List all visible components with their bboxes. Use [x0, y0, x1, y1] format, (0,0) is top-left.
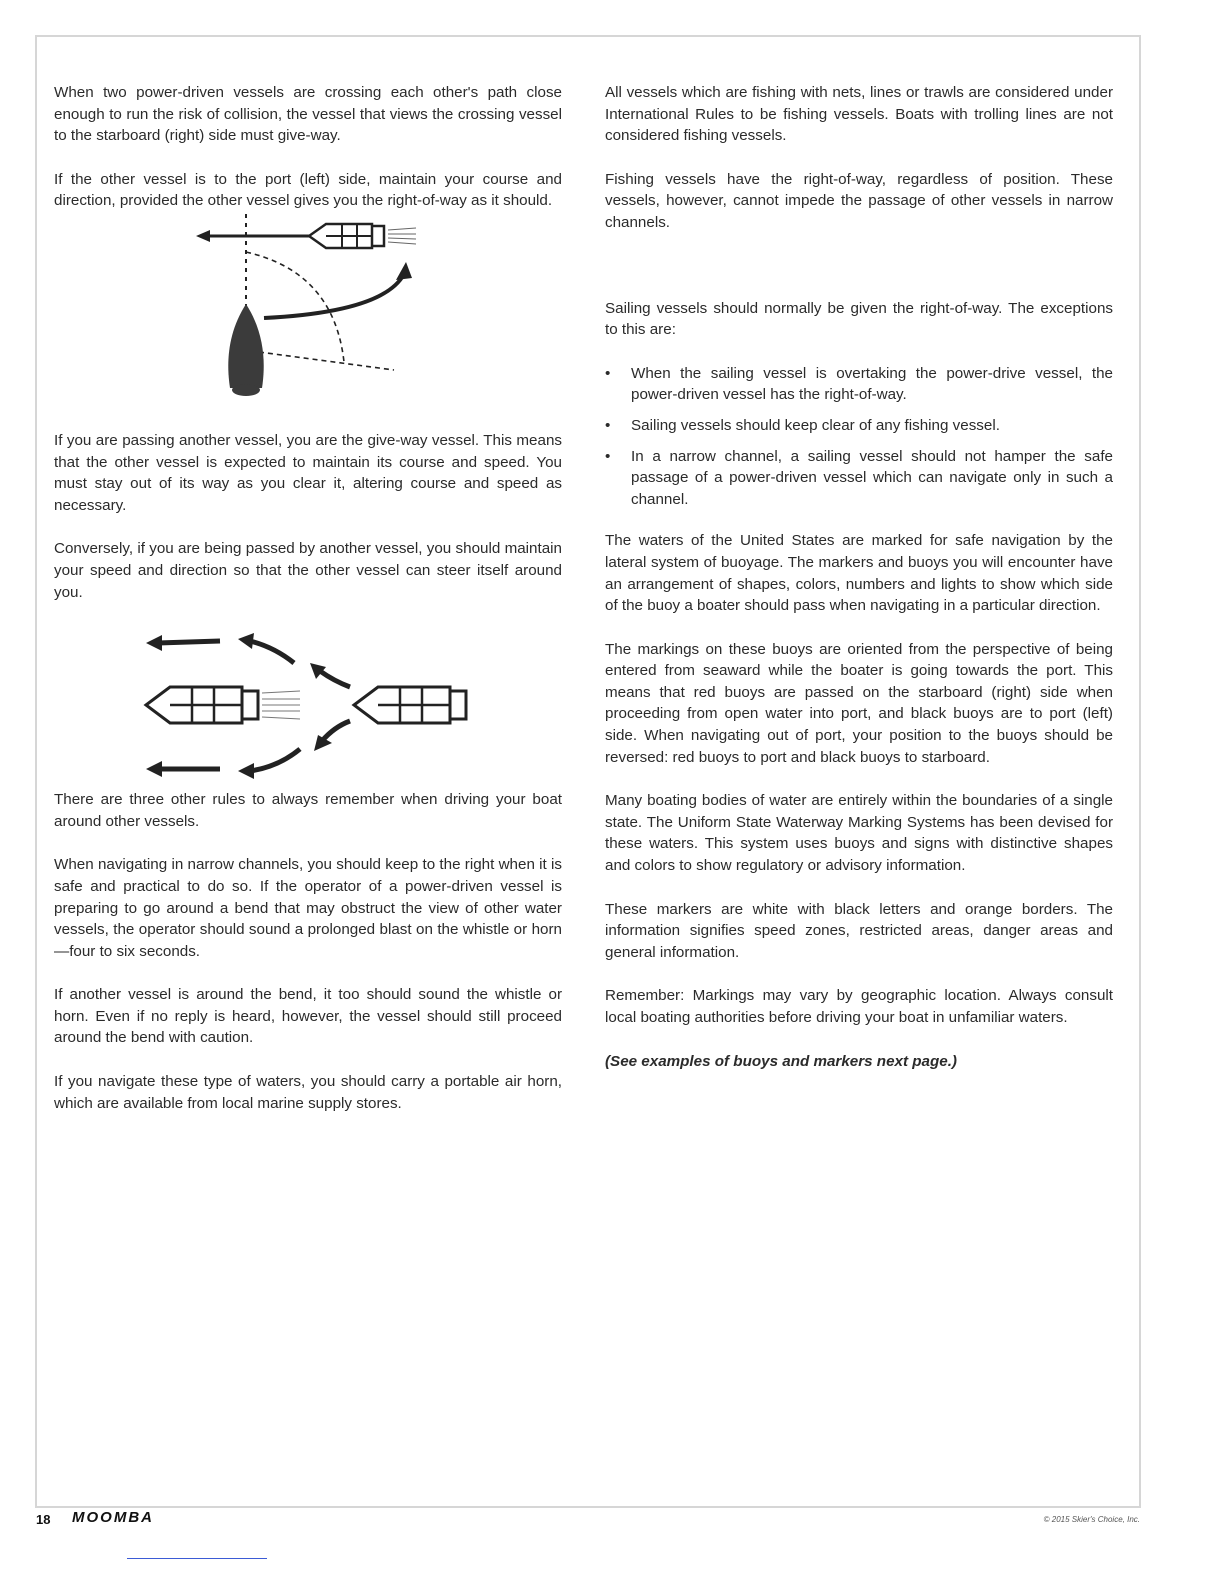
sailing-vessels-paragraph: Sailing vessels should normally be given the right-of-way. The exceptions to this are:	[605, 299, 1113, 339]
fishing-vessels-paragraph: All vessels which are fishing with nets, lines or trawls are considered under International Rules to be fishing vessels. Boats with trolling lines are not considered fishing vessels.	[605, 84, 1113, 145]
page-number: 18	[36, 1512, 51, 1527]
list-item	[605, 415, 1113, 437]
uniform-state-system-paragraph: Many boating bodies of water are entirely within the boundaries of a single state. The Uniform State Waterway Marking Systems has been devised for these waters. This system uses buoys and signs with distinctive shapes and colors to show regulatory or advisory information.	[605, 792, 1113, 875]
buoy-orientation-paragraph: The markings on these buoys are oriented from the perspective of being entered from seaward while the boater is going towards the port. This means that red buoys are passed on the starboard (right) side when proceeding from open water into port, and black buoys are to port (left) side. When navigating out of port, your position to the buoys should be reversed: red buoys to port and black buoys to starboard.	[605, 640, 1113, 766]
bullet-icon: •	[605, 416, 611, 434]
narrow-channels-paragraph: When navigating in narrow channels, you should keep to the right when it is safe and practical to do so. If the operator of a power-driven vessel is preparing to go around a bend that may obstruct the view of other water vessels, the operator should sound a prolonged blast on the whistle or horn—four to six seconds.	[54, 856, 562, 960]
list-item-text: In a narrow channel, a sailing vessel should not hamper the safe passage of a power-driven vessel which can navigate only in such a channel.	[631, 447, 1113, 508]
around-bend-paragraph: If another vessel is around the bend, it too should sound the whistle or horn. Even if no reply is heard, however, the vessel should still proceed around the bend with caution.	[54, 986, 562, 1047]
regulatory-markers-paragraph: These markers are white with black letters and orange borders. The information signifies speed zones, restricted areas, danger areas and general information.	[605, 900, 1113, 961]
bullet-icon: •	[605, 447, 611, 465]
copyright-notice: © 2015 Skier's Choice, Inc.	[1043, 1515, 1140, 1524]
left-column	[54, 82, 562, 1114]
remember-paragraph: Remember: Markings may vary by geographic location. Always consult local boating authorities before driving your boat in unfamiliar waters.	[605, 987, 1113, 1026]
list-item-text: Sailing vessels should keep clear of any fishing vessel.	[631, 416, 1000, 434]
three-rules-paragraph: There are three other rules to always remember when driving your boat around other vessels.	[54, 791, 562, 830]
crossing-vessels-diagram-icon	[54, 212, 562, 430]
spacer	[605, 234, 1113, 298]
sailing-exceptions-list	[605, 363, 1113, 511]
passing-rule-paragraph: If you are passing another vessel, you are the give-way vessel. This means that the other vessel is expected to maintain its course and speed. You must stay out of its way as you clear it, altering course and speed as necessary.	[54, 431, 562, 514]
crossing-rule-paragraph: When two power-driven vessels are crossing each other's path close enough to run the risk of collision, the vessel that views the crossing vessel to the starboard (right) side must give-way.	[54, 84, 562, 145]
link-underline	[127, 1558, 267, 1559]
being-passed-paragraph: Conversely, if you are being passed by another vessel, you should maintain your speed and direction so that the other vessel can steer itself around you.	[54, 540, 562, 601]
air-horn-paragraph: If you navigate these type of waters, you should carry a portable air horn, which are available from local marine supply stores.	[54, 1073, 562, 1112]
right-column	[605, 82, 1113, 1072]
brand-logo: MOOMBA	[72, 1509, 154, 1526]
port-side-paragraph: If the other vessel is to the port (left) side, maintain your course and direction, provided the other vessel gives you the right-of-way as it should.	[54, 170, 562, 210]
passing-vessels-diagram-icon	[54, 603, 562, 789]
list-item	[605, 446, 1113, 511]
bullet-icon: •	[605, 364, 611, 382]
list-item-text: When the sailing vessel is overtaking the power-drive vessel, the power-driven vessel has the right-of-way.	[631, 364, 1113, 404]
fishing-right-of-way-paragraph: Fishing vessels have the right-of-way, regardless of position. These vessels, however, cannot impede the passage of other vessels in narrow channels.	[605, 170, 1113, 231]
lateral-buoyage-paragraph: The waters of the United States are marked for safe navigation by the lateral system of buoyage. The markers and buoys you will encounter have an arrangement of shapes, colors, numbers and lights to show which side of the buoy a boater should pass when navigating in a particular direction.	[605, 532, 1113, 615]
list-item	[605, 363, 1113, 406]
next-page-note: (See examples of buoys and markers next page.)	[605, 1052, 957, 1070]
